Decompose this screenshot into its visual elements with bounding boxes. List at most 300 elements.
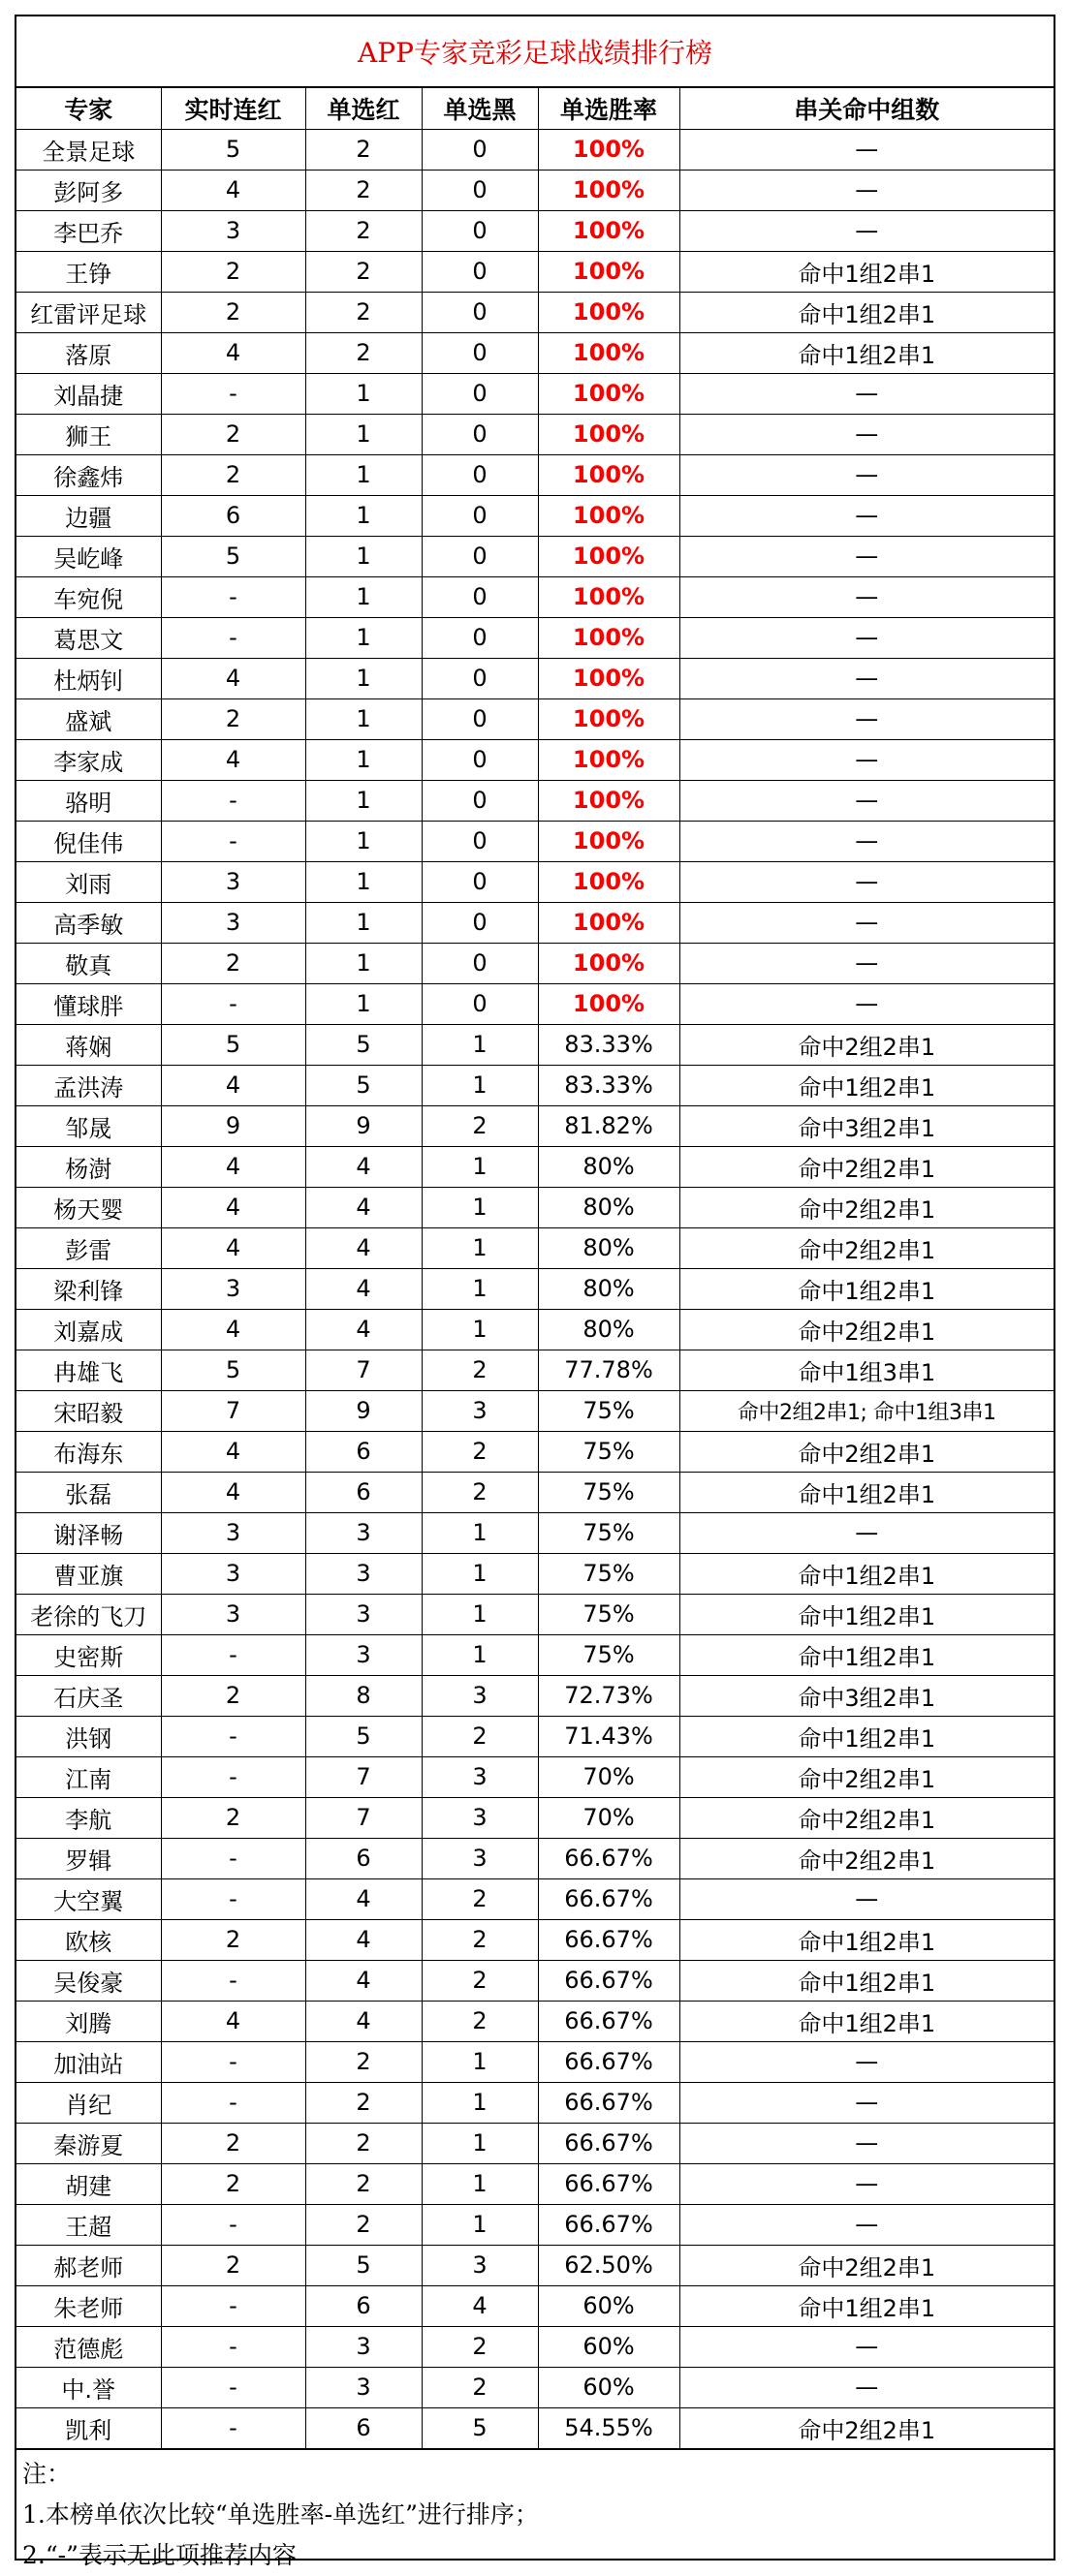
table-row [16,170,1054,210]
cell-single-win: 6 [305,1431,422,1472]
notes-line-1: 1.本榜单依次比较“单选胜率-单选红”进行排序； [22,2499,539,2529]
cell-single-loss: 1 [422,2163,538,2204]
cell-expert: 红雷评足球 [16,292,161,332]
cell-win-rate: 100% [538,658,679,698]
cell-single-loss: 2 [422,1716,538,1756]
cell-streak: 2 [161,2163,305,2204]
cell-single-win: 2 [305,210,422,251]
cell-expert: 蒋娴 [16,1024,161,1065]
cell-streak: 2 [161,1919,305,1960]
cell-single-loss: 5 [422,2407,538,2448]
cell-expert: 谢泽畅 [16,1512,161,1553]
cell-single-win: 1 [305,739,422,780]
table-row [16,780,1054,821]
cell-win-rate: 100% [538,373,679,414]
cell-single-win: 1 [305,658,422,698]
table-row [16,495,1054,536]
cell-parlay-hits: — [679,495,1054,536]
cell-expert: 罗辑 [16,1838,161,1878]
cell-parlay-hits: — [679,536,1054,576]
table-row [16,902,1054,943]
cell-parlay-hits: 命中2组2串1 [679,2407,1054,2448]
cell-expert: 宋昭毅 [16,1390,161,1431]
cell-win-rate: 70% [538,1756,679,1797]
cell-single-win: 2 [305,129,422,170]
table-row [16,1146,1054,1187]
cell-win-rate: 100% [538,698,679,739]
cell-parlay-hits: — [679,2367,1054,2407]
cell-expert: 吴屹峰 [16,536,161,576]
cell-streak: - [161,2407,305,2448]
cell-expert: 李航 [16,1797,161,1838]
cell-single-loss: 2 [422,1919,538,1960]
cell-win-rate: 66.67% [538,2001,679,2041]
cell-single-loss: 1 [422,2041,538,2082]
cell-expert: 刘腾 [16,2001,161,2041]
cell-parlay-hits: — [679,943,1054,983]
notes-heading: 注： [22,2459,72,2488]
cell-single-loss: 0 [422,414,538,454]
cell-single-loss: 1 [422,1227,538,1268]
cell-win-rate: 80% [538,1146,679,1187]
table-row [16,983,1054,1024]
table-row [16,2123,1054,2163]
cell-single-win: 1 [305,983,422,1024]
cell-win-rate: 100% [538,780,679,821]
cell-expert: 曹亚旗 [16,1553,161,1594]
cell-parlay-hits: 命中2组2串1 [679,1309,1054,1350]
cell-parlay-hits: 命中2组2串1 [679,1431,1054,1472]
cell-expert: 加油站 [16,2041,161,2082]
cell-parlay-hits: 命中1组2串1 [679,1268,1054,1309]
cell-win-rate: 100% [538,536,679,576]
cell-win-rate: 54.55% [538,2407,679,2448]
cell-expert: 江南 [16,1756,161,1797]
cell-single-loss: 1 [422,2204,538,2245]
cell-single-loss: 0 [422,576,538,617]
cell-streak: 3 [161,210,305,251]
cell-single-win: 2 [305,2041,422,2082]
cell-expert: 葛思文 [16,617,161,658]
cell-parlay-hits: 命中3组2串1 [679,1105,1054,1146]
cell-parlay-hits: 命中1组2串1 [679,1960,1054,2001]
cell-single-win: 3 [305,1512,422,1553]
table-row [16,1960,1054,2001]
cell-win-rate: 100% [538,983,679,1024]
cell-single-win: 2 [305,292,422,332]
cell-parlay-hits: 命中2组2串1 [679,1187,1054,1227]
cell-win-rate: 80% [538,1309,679,1350]
cell-win-rate: 100% [538,454,679,495]
cell-win-rate: 100% [538,739,679,780]
cell-win-rate: 100% [538,129,679,170]
cell-win-rate: 100% [538,861,679,902]
cell-expert: 秦游夏 [16,2123,161,2163]
cell-single-loss: 0 [422,170,538,210]
cell-single-win: 3 [305,2367,422,2407]
cell-streak: 2 [161,2123,305,2163]
cell-parlay-hits: 命中1组2串1 [679,1472,1054,1512]
cell-streak: 2 [161,292,305,332]
cell-win-rate: 66.67% [538,2163,679,2204]
cell-single-win: 9 [305,1105,422,1146]
cell-single-loss: 2 [422,1960,538,2001]
cell-streak: 2 [161,1675,305,1716]
table-row [16,2245,1054,2285]
cell-streak: - [161,1960,305,2001]
table-row [16,943,1054,983]
cell-win-rate: 80% [538,1227,679,1268]
cell-streak: 4 [161,170,305,210]
table-row [16,1716,1054,1756]
header-streak: 实时连红 [161,88,305,129]
cell-expert: 史密斯 [16,1634,161,1675]
sheet-title: APP专家竞彩足球战绩排行榜 [16,16,1054,88]
table-row [16,2326,1054,2367]
cell-single-win: 2 [305,251,422,292]
cell-streak: 5 [161,129,305,170]
cell-single-win: 1 [305,617,422,658]
cell-single-win: 3 [305,2326,422,2367]
cell-parlay-hits: 命中2组2串1 [679,1797,1054,1838]
table-row [16,1105,1054,1146]
header-single-win: 单选红 [305,88,422,129]
cell-parlay-hits: — [679,373,1054,414]
cell-parlay-hits: — [679,861,1054,902]
cell-streak: 4 [161,1431,305,1472]
cell-single-loss: 0 [422,943,538,983]
table-row [16,1634,1054,1675]
cell-streak: 4 [161,2001,305,2041]
cell-single-loss: 4 [422,2285,538,2326]
cell-parlay-hits: — [679,739,1054,780]
cell-win-rate: 100% [538,576,679,617]
notes [16,2449,1054,2576]
table-row [16,373,1054,414]
cell-single-win: 8 [305,1675,422,1716]
cell-parlay-hits: — [679,2041,1054,2082]
cell-single-win: 6 [305,1838,422,1878]
cell-single-loss: 0 [422,210,538,251]
cell-parlay-hits: — [679,2204,1054,2245]
cell-single-win: 9 [305,1390,422,1431]
cell-win-rate: 100% [538,902,679,943]
cell-single-loss: 0 [422,698,538,739]
cell-parlay-hits: — [679,698,1054,739]
cell-parlay-hits: 命中2组2串1 [679,1838,1054,1878]
header-single-loss: 单选黑 [422,88,538,129]
table-row [16,1919,1054,1960]
cell-single-win: 4 [305,1146,422,1187]
table-row [16,1594,1054,1634]
cell-single-loss: 2 [422,1350,538,1390]
cell-expert: 倪佳伟 [16,821,161,861]
cell-expert: 杨天婴 [16,1187,161,1227]
cell-single-loss: 2 [422,2326,538,2367]
cell-single-win: 5 [305,1024,422,1065]
cell-single-loss: 2 [422,1431,538,1472]
header-parlay-hits: 串关命中组数 [679,88,1054,129]
cell-parlay-hits: 命中1组2串1 [679,251,1054,292]
cell-single-win: 1 [305,698,422,739]
table-row [16,576,1054,617]
cell-single-win: 7 [305,1797,422,1838]
cell-single-win: 1 [305,861,422,902]
cell-single-loss: 1 [422,1309,538,1350]
table-row [16,658,1054,698]
cell-parlay-hits: — [679,658,1054,698]
cell-win-rate: 100% [538,414,679,454]
cell-streak: 2 [161,414,305,454]
table-row [16,332,1054,373]
cell-win-rate: 66.67% [538,1960,679,2001]
table-row [16,414,1054,454]
cell-streak: - [161,2082,305,2123]
cell-single-loss: 0 [422,739,538,780]
cell-expert: 边疆 [16,495,161,536]
cell-expert: 杜炳钊 [16,658,161,698]
cell-single-loss: 1 [422,1512,538,1553]
cell-single-win: 5 [305,2245,422,2285]
cell-expert: 胡建 [16,2163,161,2204]
cell-single-win: 2 [305,2204,422,2245]
cell-win-rate: 100% [538,943,679,983]
cell-streak: 5 [161,1350,305,1390]
cell-single-win: 7 [305,1756,422,1797]
cell-streak: 4 [161,658,305,698]
cell-streak: - [161,780,305,821]
cell-parlay-hits: 命中1组3串1 [679,1350,1054,1390]
cell-parlay-hits: 命中1组2串1 [679,1919,1054,1960]
cell-single-win: 4 [305,1919,422,1960]
cell-single-loss: 1 [422,1553,538,1594]
cell-expert: 徐鑫炜 [16,454,161,495]
cell-parlay-hits: 命中1组2串1 [679,1553,1054,1594]
cell-streak: 4 [161,1309,305,1350]
cell-single-loss: 0 [422,129,538,170]
cell-win-rate: 100% [538,495,679,536]
cell-expert: 范德彪 [16,2326,161,2367]
cell-single-win: 1 [305,821,422,861]
table-row [16,1350,1054,1390]
cell-parlay-hits: 命中1组2串1 [679,1634,1054,1675]
cell-expert: 梁利锋 [16,1268,161,1309]
table-row [16,1268,1054,1309]
cell-streak: 3 [161,1553,305,1594]
cell-expert: 盛斌 [16,698,161,739]
cell-win-rate: 75% [538,1512,679,1553]
cell-single-win: 6 [305,2285,422,2326]
table-body [16,129,1054,2448]
cell-parlay-hits: 命中2组2串1 [679,2245,1054,2285]
cell-streak: 4 [161,739,305,780]
cell-expert: 布海东 [16,1431,161,1472]
cell-expert: 邹晟 [16,1105,161,1146]
cell-parlay-hits: — [679,2123,1054,2163]
cell-win-rate: 100% [538,251,679,292]
cell-parlay-hits: — [679,902,1054,943]
cell-win-rate: 75% [538,1431,679,1472]
cell-win-rate: 80% [538,1187,679,1227]
cell-win-rate: 83.33% [538,1065,679,1105]
table-row [16,2163,1054,2204]
cell-streak: 2 [161,698,305,739]
cell-single-win: 3 [305,1634,422,1675]
cell-single-loss: 3 [422,1797,538,1838]
cell-single-loss: 0 [422,983,538,1024]
cell-parlay-hits: 命中2组2串1 [679,1024,1054,1065]
cell-streak: 3 [161,902,305,943]
cell-single-loss: 0 [422,658,538,698]
cell-win-rate: 66.67% [538,1878,679,1919]
cell-parlay-hits: 命中1组2串1 [679,1594,1054,1634]
cell-parlay-hits: 命中1组2串1 [679,2001,1054,2041]
cell-single-win: 1 [305,902,422,943]
cell-streak: 3 [161,861,305,902]
cell-expert: 骆明 [16,780,161,821]
cell-single-loss: 1 [422,1146,538,1187]
cell-single-win: 2 [305,170,422,210]
table-row [16,739,1054,780]
cell-win-rate: 75% [538,1390,679,1431]
cell-expert: 高季敏 [16,902,161,943]
cell-single-loss: 1 [422,1268,538,1309]
table-row [16,454,1054,495]
cell-win-rate: 81.82% [538,1105,679,1146]
cell-win-rate: 100% [538,821,679,861]
cell-parlay-hits: — [679,129,1054,170]
table-row [16,1878,1054,1919]
cell-single-loss: 2 [422,1105,538,1146]
cell-win-rate: 66.67% [538,2204,679,2245]
cell-streak: - [161,1838,305,1878]
cell-single-win: 1 [305,576,422,617]
cell-single-loss: 0 [422,495,538,536]
table-row [16,2041,1054,2082]
cell-streak: 2 [161,454,305,495]
cell-win-rate: 66.67% [538,1838,679,1878]
table-row [16,2204,1054,2245]
cell-expert: 落原 [16,332,161,373]
cell-single-win: 1 [305,454,422,495]
table-row [16,1187,1054,1227]
cell-single-loss: 2 [422,2001,538,2041]
cell-expert: 孟洪涛 [16,1065,161,1105]
cell-expert: 王超 [16,2204,161,2245]
cell-single-loss: 0 [422,373,538,414]
table-row [16,1390,1054,1431]
cell-win-rate: 83.33% [538,1024,679,1065]
cell-single-loss: 1 [422,2123,538,2163]
table-row [16,536,1054,576]
table-row [16,821,1054,861]
cell-single-loss: 3 [422,1838,538,1878]
cell-win-rate: 60% [538,2326,679,2367]
cell-single-loss: 3 [422,2245,538,2285]
cell-expert: 车宛倪 [16,576,161,617]
cell-win-rate: 75% [538,1634,679,1675]
cell-single-win: 2 [305,2123,422,2163]
cell-streak: 2 [161,2245,305,2285]
cell-single-win: 2 [305,2082,422,2123]
table-row [16,1309,1054,1350]
cell-single-loss: 0 [422,292,538,332]
cell-expert: 郝老师 [16,2245,161,2285]
cell-expert: 刘晶捷 [16,373,161,414]
cell-single-win: 1 [305,780,422,821]
cell-single-loss: 1 [422,1634,538,1675]
cell-win-rate: 100% [538,292,679,332]
cell-parlay-hits: — [679,2326,1054,2367]
cell-streak: 3 [161,1594,305,1634]
cell-single-win: 5 [305,1716,422,1756]
table-row [16,1675,1054,1716]
cell-streak: - [161,373,305,414]
cell-single-loss: 3 [422,1756,538,1797]
cell-expert: 全景足球 [16,129,161,170]
cell-parlay-hits: — [679,780,1054,821]
cell-parlay-hits: — [679,170,1054,210]
cell-streak: 2 [161,1797,305,1838]
cell-streak: 6 [161,495,305,536]
cell-streak: 4 [161,1227,305,1268]
cell-parlay-hits: 命中2组2串1; 命中1组3串1 [679,1390,1054,1431]
cell-single-win: 1 [305,536,422,576]
table-row [16,251,1054,292]
cell-streak: - [161,2367,305,2407]
cell-parlay-hits: 命中3组2串1 [679,1675,1054,1716]
cell-win-rate: 100% [538,332,679,373]
cell-single-loss: 2 [422,1472,538,1512]
cell-win-rate: 66.67% [538,2123,679,2163]
table-row [16,292,1054,332]
cell-parlay-hits: — [679,2082,1054,2123]
cell-expert: 凯利 [16,2407,161,2448]
cell-single-win: 4 [305,1187,422,1227]
cell-single-loss: 1 [422,1594,538,1634]
cell-single-win: 1 [305,414,422,454]
cell-parlay-hits: — [679,1512,1054,1553]
header-row [16,88,1054,129]
table-row [16,1431,1054,1472]
cell-single-win: 1 [305,373,422,414]
cell-expert: 敬真 [16,943,161,983]
cell-streak: - [161,576,305,617]
cell-single-win: 1 [305,495,422,536]
cell-parlay-hits: — [679,414,1054,454]
table-row [16,2082,1054,2123]
ranking-table [16,88,1054,2449]
cell-streak: - [161,983,305,1024]
cell-parlay-hits: — [679,821,1054,861]
cell-streak: - [161,2041,305,2082]
cell-parlay-hits: — [679,617,1054,658]
cell-single-win: 2 [305,332,422,373]
cell-single-loss: 1 [422,1065,538,1105]
cell-single-loss: 0 [422,821,538,861]
table-row [16,129,1054,170]
table-row [16,1065,1054,1105]
cell-single-win: 4 [305,2001,422,2041]
header-win-rate: 单选胜率 [538,88,679,129]
cell-parlay-hits: 命中1组2串1 [679,2285,1054,2326]
cell-expert: 石庆圣 [16,1675,161,1716]
cell-win-rate: 66.67% [538,1919,679,1960]
table-row [16,861,1054,902]
table-row [16,2001,1054,2041]
cell-single-loss: 0 [422,780,538,821]
cell-streak: - [161,1634,305,1675]
